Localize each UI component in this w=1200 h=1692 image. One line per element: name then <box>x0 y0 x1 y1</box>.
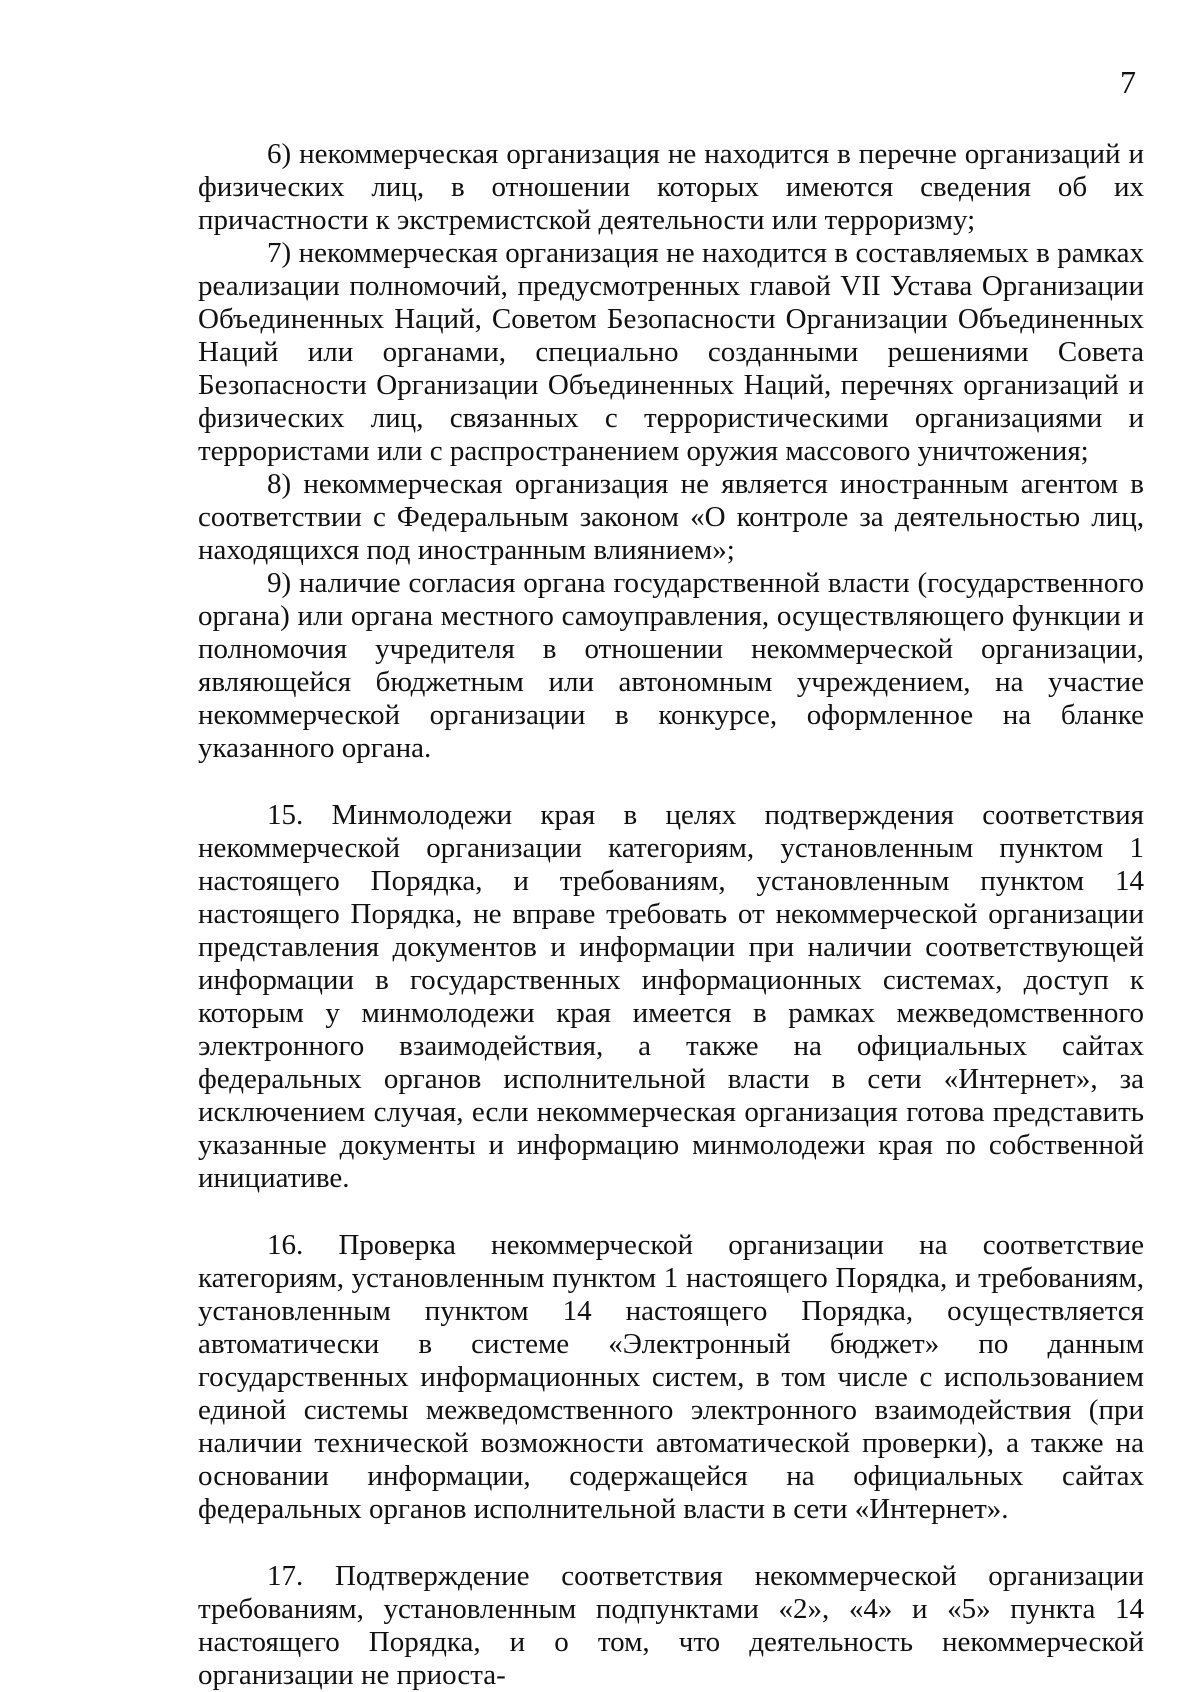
page-number: 7 <box>1120 64 1136 100</box>
paragraph-section-17: 17. Подтверждение соответствия некоммерческой организации требованиям, установленным подпунктами «2», «4» и «5» пункта 14 настоящего Порядка, и о том, что деятельность некоммерческой организации не приоста- <box>198 1560 1144 1691</box>
paragraph-item-6: 6) некоммерческая организация не находится в перечне организаций и физических лиц, в отношении которых имеются сведения об их причастности к экстремистской деятельности или терроризму; <box>198 138 1144 236</box>
document-body <box>198 138 1144 1692</box>
paragraph-item-8: 8) некоммерческая организация не является иностранным агентом в соответствии с Федеральным законом «О контроле за деятельностью лиц, находящихся под иностранным влиянием»; <box>198 468 1144 566</box>
paragraph-section-16: 16. Проверка некоммерческой организации на соответствие категориям, установленным пунктом 1 настоящего Порядка, и требованиям, установленным пунктом 14 настоящего Порядка, осуществляется автоматически в системе «Электронный бюджет» по данным государственных информационных систем, в том числе с использованием единой системы межведомственного электронного взаимодействия (при наличии технической возможности автоматической проверки), а также на основании информации, содержащейся на официальных сайтах федеральных органов исполнительной власти в сети «Интернет». <box>198 1229 1144 1525</box>
paragraph-item-9: 9) наличие согласия органа государственной власти (государственного органа) или органа местного самоуправления, осуществляющего функции и полномочия учредителя в отношении некоммерческой организации, являющейся бюджетным или автономным учреждением, на участие некоммерческой организации в конкурсе, оформленное на бланке указанного органа. <box>198 567 1144 764</box>
paragraph-section-15: 15. Минмолодежи края в целях подтверждения соответствия некоммерческой организации категориям, установленным пунктом 1 настоящего Порядка, и требованиям, установленным пунктом 14 настоящего Порядка, не вправе требовать от некоммерческой организации представления документов и информации при наличии соответствующей информации в государственных информационных системах, доступ к которым у минмолодежи края имеется в рамках межведомственного электронного взаимодействия, а также на официальных сайтах федеральных органов исполнительной власти в сети «Интернет», за исключением случая, если некоммерческая организация готова представить указанные документы и информацию минмолодежи края по собственной инициативе. <box>198 799 1144 1194</box>
paragraph-item-7: 7) некоммерческая организация не находится в составляемых в рамках реализации полномочий, предусмотренных главой VII Устава Организации Объединенных Наций, Советом Безопасности Организации Объединенных Наций или органами, специально созданными решениями Совета Безопасности Организации Объединенных Наций, перечнях организаций и физических лиц, связанных с террористическими организациями и террористами или с распространением оружия массового уничтожения; <box>198 237 1144 467</box>
